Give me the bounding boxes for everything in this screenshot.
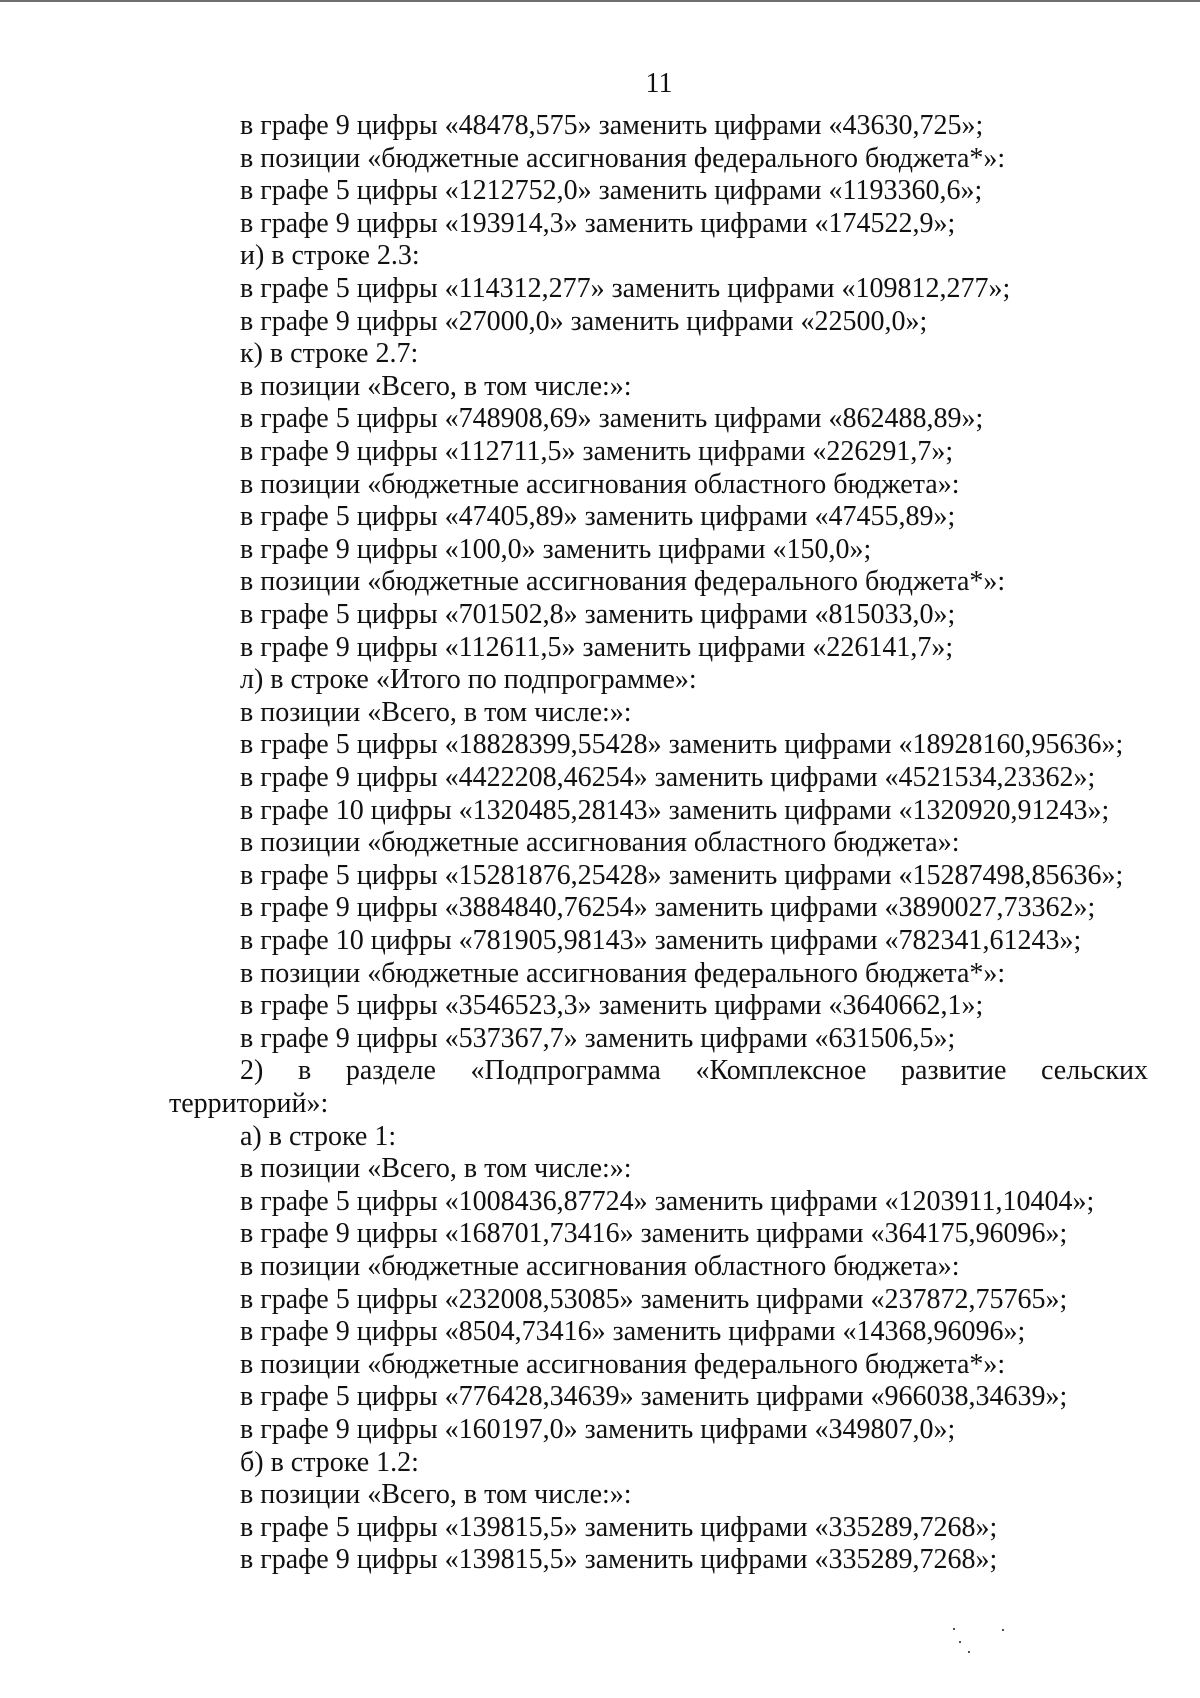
text-line: в графе 9 цифры «160197,0» заменить цифрами «349807,0»; (240, 1414, 956, 1445)
text-line: в графе 9 цифры «100,0» заменить цифрами «150,0»; (240, 533, 872, 565)
text-line: в графе 9 цифры «537367,7» заменить цифрами «631506,5»; (240, 1022, 956, 1054)
subsection-heading: л) в строке «Итого по подпрограмме»: (240, 664, 697, 696)
text-line: в позиции «бюджетные ассигнования областного бюджета»: (240, 827, 960, 859)
text-line: в графе 9 цифры «4422208,46254» заменить цифрами «4521534,23362»; (240, 762, 1096, 793)
subsection-heading: к) в строке 2.7: (240, 338, 419, 370)
text-line: в позиции «бюджетные ассигнования областного бюджета»: (240, 468, 960, 500)
text-line: в графе 5 цифры «3546523,3» заменить цифрами «3640662,1»; (240, 990, 984, 1022)
text-line: в позиции «Всего, в том числе:»: (240, 696, 632, 728)
text-line: в графе 5 цифры «776428,34639» заменить цифрами «966038,34639»; (240, 1381, 1068, 1413)
text-line: в графе 5 цифры «47405,89» заменить цифрами «47455,89»; (240, 501, 956, 533)
scan-speck: · (951, 1619, 957, 1639)
text-line: в графе 5 цифры «1008436,87724» заменить цифрами «1203911,10404»; (240, 1185, 1095, 1217)
text-line: в графе 5 цифры «18828399,55428» заменить цифрами «18928160,95636»; (240, 729, 1124, 761)
text-line: в позиции «Всего, в том числе:»: (240, 370, 632, 402)
subsection-heading: а) в строке 1: (240, 1120, 397, 1152)
text-line: в позиции «Всего, в том числе:»: (240, 1153, 632, 1185)
text-line: в графе 5 цифры «114312,277» заменить цифрами «109812,277»; (240, 273, 1011, 304)
text-line: в графе 5 цифры «232008,53085» заменить цифрами «237872,75765»; (240, 1283, 1068, 1315)
text-line: в позиции «бюджетные ассигнования федерального бюджета*»: (240, 566, 1006, 598)
text-line: в графе 9 цифры «27000,0» заменить цифрами «22500,0»; (240, 305, 928, 337)
text-line: в графе 5 цифры «701502,8» заменить цифрами «815033,0»; (240, 599, 956, 630)
scan-speck: · (966, 1642, 972, 1662)
text-line: в позиции «бюджетные ассигнования областного бюджета»: (240, 1251, 960, 1282)
subsection-heading: и) в строке 2.3: (240, 240, 420, 272)
text-line: в графе 10 цифры «781905,98143» заменить цифрами «782341,61243»; (240, 925, 1082, 956)
text-line: в графе 9 цифры «193914,3» заменить цифрами «174522,9»; (240, 207, 956, 239)
text-line: в графе 9 цифры «112611,5» заменить цифрами «226141,7»; (240, 631, 954, 663)
text-line: в графе 9 цифры «112711,5» заменить цифрами «226291,7»; (240, 436, 954, 467)
text-line: в графе 9 цифры «139815,5» заменить цифрами «335289,7268»; (240, 1544, 998, 1576)
section-heading-continuation: территорий»: (169, 1088, 329, 1119)
page-number: 11 (645, 68, 673, 99)
text-line: в позиции «бюджетные ассигнования федерального бюджета*»: (240, 957, 1006, 989)
text-line: в графе 5 цифры «748908,69» заменить цифрами «862488,89»; (240, 403, 984, 435)
text-line: в графе 5 цифры «1212752,0» заменить цифрами «1193360,6»; (240, 175, 983, 207)
text-line: в графе 9 цифры «168701,73416» заменить цифрами «364175,96096»; (240, 1218, 1068, 1250)
text-line: в позиции «бюджетные ассигнования федерального бюджета*»: (240, 142, 1006, 174)
text-line: в графе 9 цифры «8504,73416» заменить цифрами «14368,96096»; (240, 1316, 1026, 1348)
text-line: в графе 5 цифры «15281876,25428» заменить цифрами «15287498,85636»; (240, 859, 1124, 891)
text-line: в графе 9 цифры «48478,575» заменить цифрами «43630,725»; (240, 110, 984, 141)
subsection-heading: б) в строке 1.2: (240, 1446, 419, 1478)
scan-speck: · (957, 1632, 963, 1652)
text-line: в графе 9 цифры «3884840,76254» заменить цифрами «3890027,73362»; (240, 892, 1096, 924)
page-top-edge (0, 0, 1200, 2)
scan-speck: · (1000, 1620, 1006, 1640)
section-heading: 2) в разделе «Подпрограмма «Комплексное развитие сельских (240, 1055, 1148, 1087)
text-line: в позиции «Всего, в том числе:»: (240, 1479, 632, 1511)
text-line: в позиции «бюджетные ассигнования федерального бюджета*»: (240, 1348, 1006, 1380)
text-line: в графе 10 цифры «1320485,28143» заменить цифрами «1320920,91243»; (240, 794, 1110, 826)
text-line: в графе 5 цифры «139815,5» заменить цифрами «335289,7268»; (240, 1511, 998, 1543)
